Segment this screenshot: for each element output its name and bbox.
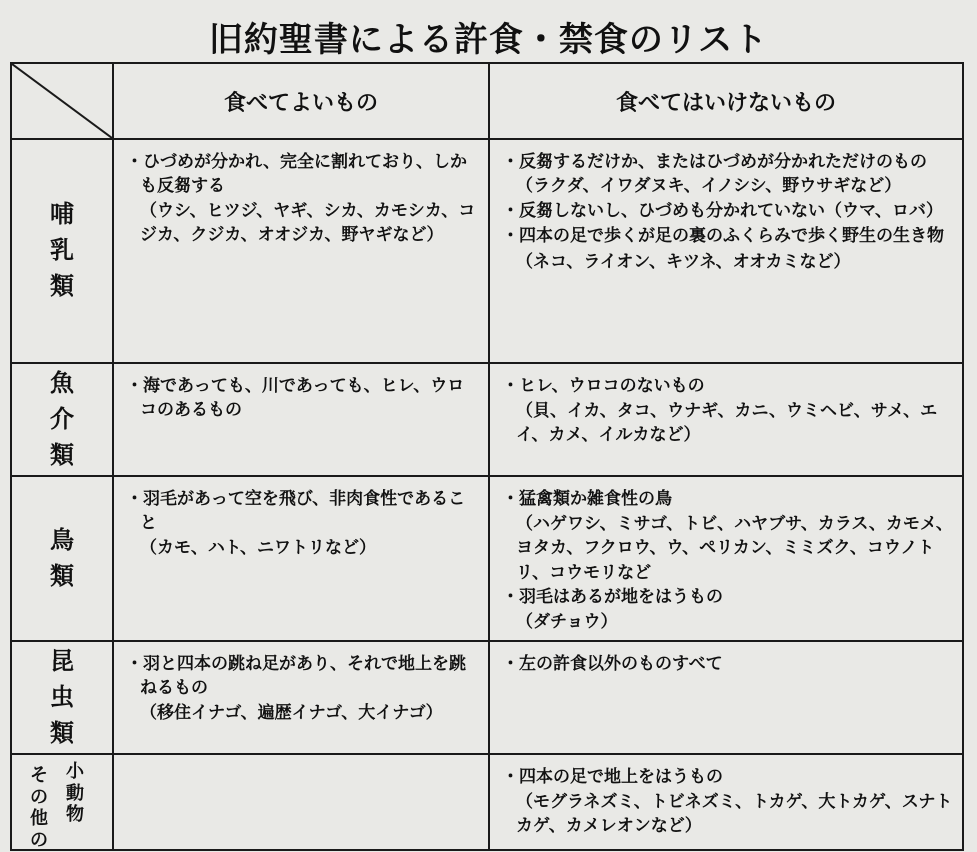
forbidden-cell: [489, 476, 963, 641]
forbidden-examples: （ダチョウ）: [516, 611, 618, 632]
forbidden-item: ・羽毛はあるが地をはうもの: [502, 586, 723, 607]
forbidden-item: ・猛禽類か雑食性の鳥: [502, 489, 672, 510]
allowed-cell: [113, 476, 489, 641]
allowed-item: ・海であっても、川であっても、ヒレ、ウロコのあるもの: [126, 376, 465, 421]
category-label: 哺乳類: [49, 200, 74, 301]
row-fish: [11, 363, 963, 476]
allowed-cell: [113, 139, 489, 363]
allowed-item: ・ひづめが分かれ、完全に割れており、しかも反芻する: [126, 152, 468, 197]
food-table: [10, 62, 964, 851]
header-allowed: 食べてよいもの: [113, 63, 489, 139]
forbidden-examples: （ハゲワシ、ミサゴ、トビ、ハヤブサ、カラス、カモメ、ヨタカ、フクロウ、ウ、ペリカン、ミミズク、コウノトリ、コウモリなど: [516, 514, 953, 583]
allowed-examples: （ウシ、ヒツジ、ヤギ、シカ、カモシカ、コジカ、クジカ、オオジカ、野ヤギなど）: [140, 201, 476, 246]
forbidden-examples: （貝、イカ、タコ、ウナギ、カニ、ウミヘビ、サメ、エイ、カメ、イルカなど）: [516, 401, 938, 446]
row-small-animals: [11, 754, 963, 850]
allowed-item: ・羽毛があって空を飛び、非肉食性であること: [126, 489, 466, 534]
allowed-examples: （移住イナゴ、遍歴イナゴ、大イナゴ）: [140, 703, 443, 724]
forbidden-cell: [489, 139, 963, 363]
category-label: 鳥類: [49, 525, 74, 590]
category-label: 魚介類: [49, 369, 74, 469]
forbidden-examples: （モグラネズミ、トビネズミ、トカゲ、大トカゲ、スナトカゲ、カメレオンなど）: [516, 792, 953, 837]
page-title: 旧約聖書による許食・禁食のリスト: [208, 20, 769, 60]
forbidden-item: ・反芻するだけか、またはひづめが分かれただけのもの（ラクダ、イワダヌキ、イノシシ、野ウサギなど）: [502, 152, 927, 197]
allowed-cell: [113, 363, 489, 476]
forbidden-item: ・反芻しないし、ひづめも分かれていない（ウマ、ロバ）: [502, 201, 943, 222]
category-cell: [11, 139, 113, 363]
category-cell: [11, 363, 113, 476]
category-cell: [11, 754, 113, 850]
allowed-cell-empty: [113, 754, 489, 850]
category-cell: [11, 641, 113, 754]
allowed-examples: （カモ、ハト、ニワトリなど）: [140, 538, 376, 559]
category-cell: [11, 476, 113, 641]
forbidden-examples: （ネコ、ライオン、キツネ、オオカミなど）: [516, 251, 851, 272]
forbidden-cell: [489, 641, 963, 754]
row-mammals: [11, 139, 963, 363]
category-label: 昆虫類: [49, 646, 74, 747]
forbidden-item: ・四本の足で歩くが足の裏のふくらみで歩く野生の生き物: [502, 226, 944, 247]
corner-cell: [11, 63, 113, 139]
row-insects: [11, 641, 963, 754]
allowed-cell: [113, 641, 489, 754]
header-forbidden: 食べてはいけないもの: [489, 63, 963, 139]
category-label-a: その他の: [30, 765, 48, 851]
forbidden-item: ・四本の足で地上をはうもの: [502, 767, 723, 788]
header-row: [11, 63, 963, 139]
category-label-b: 小動物: [66, 761, 84, 826]
allowed-item: ・羽と四本の跳ね足があり、それで地上を跳ねるもの: [126, 653, 466, 699]
forbidden-cell: [489, 754, 963, 850]
forbidden-cell: [489, 363, 963, 476]
row-birds: [11, 476, 963, 641]
forbidden-item: ・左の許食以外のものすべて: [502, 653, 723, 674]
forbidden-item: ・ヒレ、ウロコのないもの: [502, 376, 705, 396]
diagonal-line: [12, 64, 112, 138]
